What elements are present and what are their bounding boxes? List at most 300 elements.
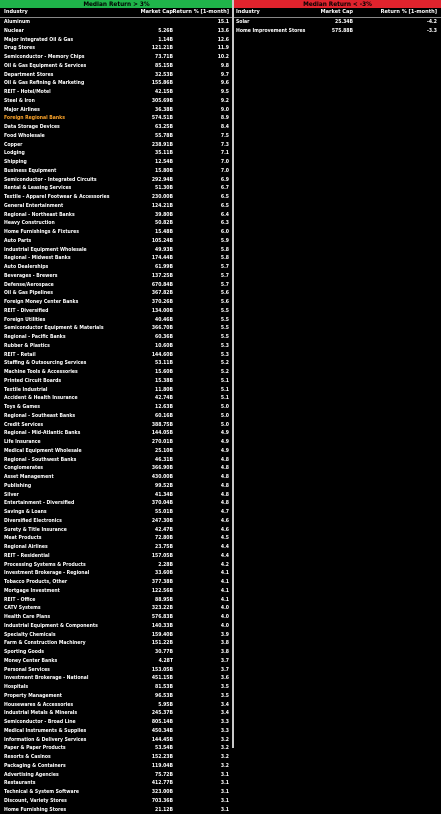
table-row[interactable] [0, 202, 233, 211]
table-row[interactable] [0, 464, 233, 473]
return-cell: 6.5 [221, 194, 229, 200]
market-cap-cell: 370.26B [152, 299, 173, 305]
table-row[interactable] [0, 263, 233, 272]
return-cell: 3.4 [221, 710, 229, 716]
market-cap-cell: 140.33B [152, 623, 173, 629]
table-row[interactable] [0, 36, 233, 45]
return-cell: 4.8 [221, 474, 229, 480]
industry-cell: Nuclear [4, 28, 24, 34]
industry-cell: Oil & Gas Refining & Marketing [4, 80, 84, 86]
return-cell: 3.7 [221, 667, 229, 673]
market-cap-cell: 157.05B [152, 553, 173, 559]
table-row[interactable] [0, 132, 233, 141]
return-cell: 4.0 [221, 623, 229, 629]
industry-cell: Industrial Equipment Wholesale [4, 247, 87, 253]
market-cap-cell: 105.24B [152, 238, 173, 244]
return-cell: 4.8 [221, 483, 229, 489]
market-cap-cell: 270.01B [152, 439, 173, 445]
industry-cell: Business Equipment [4, 168, 56, 174]
table-row[interactable] [0, 613, 233, 622]
industry-cell: Housewares & Accessories [4, 702, 73, 708]
table-row[interactable] [0, 298, 233, 307]
table-row[interactable] [0, 219, 233, 228]
return-cell: 3.1 [221, 780, 229, 786]
return-cell: 5.0 [221, 413, 229, 419]
return-cell: 6.3 [221, 220, 229, 226]
table-row[interactable] [0, 18, 233, 27]
table-row[interactable] [0, 377, 233, 386]
table-row[interactable] [0, 79, 233, 88]
industry-cell: Personal Services [4, 667, 50, 673]
market-cap-cell: 144.45B [152, 737, 173, 743]
industry-cell: Rental & Leasing Services [4, 185, 71, 191]
table-row[interactable] [0, 622, 233, 631]
market-cap-cell: 10.60B [155, 343, 173, 349]
industry-cell: Surety & Title Insurance [4, 527, 67, 533]
industry-cell: General Entertainment [4, 203, 63, 209]
return-cell: 6.9 [221, 177, 229, 183]
market-cap-cell: 159.40B [152, 632, 173, 638]
market-cap-cell: 50.82B [155, 220, 173, 226]
return-cell: 4.0 [221, 614, 229, 620]
positive-returns-panel [0, 0, 233, 748]
market-cap-cell: 33.60B [155, 570, 173, 576]
return-cell: 3.1 [221, 807, 229, 813]
table-row[interactable] [0, 438, 233, 447]
table-row[interactable] [0, 342, 233, 351]
market-cap-cell: 366.70B [152, 325, 173, 331]
return-cell: 8.9 [221, 115, 229, 121]
return-cell: 13.6 [218, 28, 229, 34]
industry-cell: Semiconductor - Memory Chips [4, 54, 84, 60]
market-cap-cell: 119.04B [152, 763, 173, 769]
table-row[interactable] [0, 412, 233, 421]
market-cap-cell: 4.28T [159, 658, 173, 664]
industry-cell: Credit Services [4, 422, 43, 428]
market-cap-cell: 134.00B [152, 308, 173, 314]
market-cap-cell: 292.94B [152, 177, 173, 183]
return-cell: 4.2 [221, 562, 229, 568]
industry-cell: Packaging & Containers [4, 763, 66, 769]
market-cap-cell: 21.12B [155, 807, 173, 813]
market-cap-cell: 15.48B [155, 229, 173, 235]
table-row[interactable] [0, 657, 233, 666]
table-row[interactable] [0, 482, 233, 491]
table-row[interactable] [0, 447, 233, 456]
market-cap-cell: 49.93B [155, 247, 173, 253]
table-row[interactable] [0, 718, 233, 727]
industry-cell: Foreign Regional Banks [4, 115, 65, 121]
market-cap-cell: 53.54B [155, 745, 173, 751]
industry-cell: Regional Airlines [4, 544, 48, 550]
market-cap-cell: 245.37B [152, 710, 173, 716]
market-cap-cell: 51.30B [155, 185, 173, 191]
market-cap-cell: 41.34B [155, 492, 173, 498]
market-cap-cell: 15.60B [155, 369, 173, 375]
return-cell: 5.1 [221, 387, 229, 393]
industry-cell: Drug Stores [4, 45, 35, 51]
industry-cell: Textile - Apparel Footwear & Accessories [4, 194, 109, 200]
market-cap-cell: 151.22B [152, 640, 173, 646]
table-row[interactable] [0, 666, 233, 675]
market-cap-cell: 388.75B [152, 422, 173, 428]
return-cell: 5.5 [221, 308, 229, 314]
return-cell: 15.1 [218, 19, 229, 25]
market-cap-cell: 230.00B [152, 194, 173, 200]
table-row[interactable] [0, 158, 233, 167]
return-cell: 3.2 [221, 745, 229, 751]
industry-cell: Specialty Chemicals [4, 632, 56, 638]
industry-cell: Steel & Iron [4, 98, 35, 104]
market-cap-cell: 305.69B [152, 98, 173, 104]
table-row[interactable] [0, 552, 233, 561]
market-cap-cell: 377.38B [152, 579, 173, 585]
market-cap-cell: 15.38B [155, 378, 173, 384]
table-row[interactable] [0, 88, 233, 97]
industry-cell: REIT - Residential [4, 553, 50, 559]
return-cell: 5.2 [221, 369, 229, 375]
table-row[interactable] [0, 709, 233, 718]
table-row[interactable] [0, 692, 233, 701]
table-row[interactable] [0, 491, 233, 500]
table-row[interactable] [0, 176, 233, 185]
industry-column-header[interactable]: Industry [4, 9, 28, 15]
table-row[interactable] [0, 71, 233, 80]
table-row[interactable] [0, 149, 233, 158]
market-cap-cell: 60.36B [155, 334, 173, 340]
table-row[interactable] [234, 18, 441, 27]
market-cap-cell: 72.80B [155, 535, 173, 541]
return-cell: 3.2 [221, 754, 229, 760]
return-cell: 3.5 [221, 693, 229, 699]
industry-cell: Defense/Aerospace [4, 282, 54, 288]
return-cell: 4.4 [221, 544, 229, 550]
industry-cell: REIT - Retail [4, 352, 36, 358]
return-cell: 5.6 [221, 290, 229, 296]
table-row[interactable] [0, 403, 233, 412]
market-cap-cell: 73.71B [155, 54, 173, 60]
industry-cell: Staffing & Outsourcing Services [4, 360, 86, 366]
table-row[interactable] [0, 517, 233, 526]
market-cap-cell: 121.21B [152, 45, 173, 51]
return-cell: 12.6 [218, 37, 229, 43]
table-row[interactable] [0, 762, 233, 771]
table-row[interactable] [0, 587, 233, 596]
table-row[interactable] [0, 806, 233, 814]
table-row[interactable] [0, 456, 233, 465]
table-row[interactable] [0, 771, 233, 780]
table-row[interactable] [0, 779, 233, 788]
market-cap-cell: 23.75B [155, 544, 173, 550]
industry-cell: Major Airlines [4, 107, 40, 113]
industry-cell: Resorts & Casinos [4, 754, 51, 760]
return-cell: 9.5 [221, 89, 229, 95]
table-row[interactable] [0, 272, 233, 281]
return-cell: 4.1 [221, 597, 229, 603]
industry-cell: Advertising Agencies [4, 772, 59, 778]
industry-cell: Life Insurance [4, 439, 41, 445]
industry-cell: Technical & System Software [4, 789, 79, 795]
market-cap-cell: 576.83B [152, 614, 173, 620]
market-cap-cell: 247.30B [152, 518, 173, 524]
table-row[interactable] [0, 429, 233, 438]
return-cell: 3.6 [221, 675, 229, 681]
table-row[interactable] [0, 727, 233, 736]
return-cell: 3.2 [221, 763, 229, 769]
table-row[interactable] [0, 97, 233, 106]
market-cap-cell: 366.90B [152, 465, 173, 471]
table-row[interactable] [0, 368, 233, 377]
return-cell: 4.9 [221, 430, 229, 436]
industry-cell: Rubber & Plastics [4, 343, 50, 349]
market-cap-cell: 238.91B [152, 142, 173, 148]
industry-cell: Regional - Southeast Banks [4, 413, 75, 419]
table-row[interactable] [0, 184, 233, 193]
return-cell: 7.3 [221, 142, 229, 148]
market-cap-cell: 53.11B [155, 360, 173, 366]
market-cap-cell: 575.88B [332, 28, 353, 34]
industry-cell: Food Wholesale [4, 133, 45, 139]
return-cell: 3.3 [221, 719, 229, 725]
market-cap-cell: 55.01B [155, 509, 173, 515]
industry-cell: Publishing [4, 483, 31, 489]
market-cap-cell: 670.84B [152, 282, 173, 288]
table-row[interactable] [0, 526, 233, 535]
industry-cell: Semiconductor - Integrated Circuits [4, 177, 97, 183]
industry-cell: Paper & Paper Products [4, 745, 66, 751]
table-row[interactable] [0, 508, 233, 517]
table-row[interactable] [0, 27, 233, 36]
table-row[interactable] [0, 351, 233, 360]
return-cell: 9.7 [221, 72, 229, 78]
return-cell: 3.1 [221, 772, 229, 778]
industry-cell: Investment Brokerage - National [4, 675, 88, 681]
industry-cell: CATV Systems [4, 605, 41, 611]
table-row[interactable] [0, 359, 233, 368]
market-cap-cell: 12.63B [155, 404, 173, 410]
market-cap-cell: 412.77B [152, 780, 173, 786]
industry-cell: Restaurants [4, 780, 35, 786]
industry-cell: Auto Dealerships [4, 264, 48, 270]
return-cell: -4.2 [427, 19, 437, 25]
table-row[interactable] [0, 193, 233, 202]
market-cap-cell: 450.34B [152, 728, 173, 734]
return-cell: 4.1 [221, 579, 229, 585]
market-cap-cell: 35.11B [155, 150, 173, 156]
table-row[interactable] [0, 421, 233, 430]
table-row[interactable] [0, 246, 233, 255]
table-row[interactable] [0, 254, 233, 263]
market-cap-cell: 40.46B [155, 317, 173, 323]
industry-cell: Money Center Banks [4, 658, 57, 664]
table-row[interactable] [0, 596, 233, 605]
return-cell: 5.8 [221, 247, 229, 253]
market-cap-cell: 42.47B [155, 527, 173, 533]
table-row[interactable] [0, 394, 233, 403]
industry-cell: Diversified Electronics [4, 518, 62, 524]
industry-cell: Regional - Northeast Banks [4, 212, 75, 218]
industry-cell: Conglomerates [4, 465, 43, 471]
return-cell: 4.7 [221, 509, 229, 515]
industry-cell: Beverages - Brewers [4, 273, 57, 279]
table-row[interactable] [0, 736, 233, 745]
table-row[interactable] [0, 141, 233, 150]
table-row[interactable] [0, 386, 233, 395]
table-row[interactable] [0, 797, 233, 806]
return-cell: 3.2 [221, 737, 229, 743]
industry-cell: REIT - Office [4, 597, 35, 603]
table-row[interactable] [0, 534, 233, 543]
table-row[interactable] [0, 114, 233, 123]
market-cap-cell: 63.25B [155, 124, 173, 130]
market-cap-cell: 323.00B [152, 789, 173, 795]
table-row[interactable] [0, 228, 233, 237]
return-cell: 4.8 [221, 457, 229, 463]
table-row[interactable] [0, 561, 233, 570]
industry-cell: Oil & Gas Equipment & Services [4, 63, 86, 69]
negative-table-body [234, 18, 441, 36]
return-cell: 6.7 [221, 185, 229, 191]
table-row[interactable] [0, 788, 233, 797]
industry-column-header[interactable]: Industry [236, 9, 260, 15]
market-cap-cell: 144.60B [152, 352, 173, 358]
table-row[interactable] [0, 543, 233, 552]
return-cell: 5.1 [221, 378, 229, 384]
table-row[interactable] [0, 639, 233, 648]
market-cap-cell: 805.14B [152, 719, 173, 725]
industry-cell: Home Improvement Stores [236, 28, 305, 34]
market-cap-cell: 75.72B [155, 772, 173, 778]
return-cell: 11.9 [218, 45, 229, 51]
market-cap-cell: 5.95B [158, 702, 173, 708]
industry-cell: Regional - Midwest Banks [4, 255, 71, 261]
table-row[interactable] [0, 473, 233, 482]
industry-cell: Heavy Construction [4, 220, 55, 226]
industry-cell: Aluminum [4, 19, 30, 25]
return-cell: 9.8 [221, 63, 229, 69]
positive-panel-title: Median Return > 3% [0, 0, 233, 8]
return-cell: -3.3 [427, 28, 437, 34]
industry-cell: Accident & Health Insurance [4, 395, 78, 401]
market-cap-cell: 5.26B [158, 28, 173, 34]
return-cell: 5.0 [221, 422, 229, 428]
return-cell: 3.8 [221, 649, 229, 655]
industry-cell: Meat Products [4, 535, 42, 541]
table-row[interactable] [0, 211, 233, 220]
industry-cell: Information & Delivery Services [4, 737, 86, 743]
table-row[interactable] [0, 167, 233, 176]
market-cap-cell: 122.56B [152, 588, 173, 594]
table-row[interactable] [0, 674, 233, 683]
table-row[interactable] [0, 744, 233, 753]
table-row[interactable] [0, 123, 233, 132]
table-row[interactable] [0, 569, 233, 578]
return-cell: 5.3 [221, 352, 229, 358]
industry-cell: Silver [4, 492, 19, 498]
return-cell: 5.7 [221, 264, 229, 270]
positive-table-body [0, 18, 233, 814]
return-cell: 4.1 [221, 588, 229, 594]
industry-cell: Department Stores [4, 72, 53, 78]
table-row[interactable] [0, 53, 233, 62]
industry-cell: Solar [236, 19, 249, 25]
industry-cell: Savings & Loans [4, 509, 47, 515]
table-row[interactable] [234, 27, 441, 36]
table-row[interactable] [0, 683, 233, 692]
return-cell: 3.1 [221, 789, 229, 795]
return-cell: 7.1 [221, 150, 229, 156]
industry-cell: Discount, Variety Stores [4, 798, 67, 804]
return-cell: 4.6 [221, 518, 229, 524]
market-cap-column-header[interactable]: Market Cap [141, 9, 173, 15]
industry-cell: Medical Instruments & Supplies [4, 728, 86, 734]
return-cell: 6.0 [221, 229, 229, 235]
table-row[interactable] [0, 281, 233, 290]
table-row[interactable] [0, 237, 233, 246]
table-row[interactable] [0, 753, 233, 762]
table-row[interactable] [0, 499, 233, 508]
table-row[interactable] [0, 631, 233, 640]
table-row[interactable] [0, 316, 233, 325]
table-row[interactable] [0, 324, 233, 333]
market-cap-cell: 39.80B [155, 212, 173, 218]
industry-cell: Regional - Pacific Banks [4, 334, 66, 340]
table-row[interactable] [0, 701, 233, 710]
return-cell: 4.6 [221, 527, 229, 533]
market-cap-cell: 25.10B [155, 448, 173, 454]
return-column-header[interactable]: Return % [1-month] [381, 9, 437, 15]
industry-cell: Entertainment - Diversified [4, 500, 74, 506]
market-cap-cell: 703.36B [152, 798, 173, 804]
market-cap-cell: 55.78B [155, 133, 173, 139]
table-row[interactable] [0, 307, 233, 316]
industry-cell: Data Storage Devices [4, 124, 60, 130]
return-cell: 5.7 [221, 282, 229, 288]
market-cap-cell: 124.21B [152, 203, 173, 209]
table-row[interactable] [0, 62, 233, 71]
table-row[interactable] [0, 333, 233, 342]
return-cell: 4.8 [221, 500, 229, 506]
market-cap-column-header[interactable]: Market Cap [321, 9, 353, 15]
table-row[interactable] [0, 106, 233, 115]
market-cap-cell: 174.44B [152, 255, 173, 261]
return-cell: 9.2 [221, 98, 229, 104]
table-row[interactable] [0, 648, 233, 657]
table-row[interactable] [0, 578, 233, 587]
return-cell: 5.5 [221, 325, 229, 331]
market-cap-cell: 99.52B [155, 483, 173, 489]
return-cell: 7.0 [221, 159, 229, 165]
table-row[interactable] [0, 604, 233, 613]
return-cell: 5.1 [221, 395, 229, 401]
return-column-header[interactable]: Return % [1-month] [173, 9, 229, 15]
market-cap-cell: 88.95B [155, 597, 173, 603]
industry-cell: Property Management [4, 693, 62, 699]
table-row[interactable] [0, 44, 233, 53]
industry-cell: Foreign Money Center Banks [4, 299, 78, 305]
return-cell: 5.5 [221, 317, 229, 323]
table-row[interactable] [0, 289, 233, 298]
return-cell: 7.0 [221, 168, 229, 174]
return-cell: 3.5 [221, 684, 229, 690]
return-cell: 10.2 [218, 54, 229, 60]
market-cap-cell: 85.15B [155, 63, 173, 69]
market-cap-cell: 60.16B [155, 413, 173, 419]
return-cell: 4.5 [221, 535, 229, 541]
industry-cell: Machine Tools & Accessories [4, 369, 78, 375]
return-cell: 3.1 [221, 798, 229, 804]
industry-cell: Processing Systems & Products [4, 562, 86, 568]
